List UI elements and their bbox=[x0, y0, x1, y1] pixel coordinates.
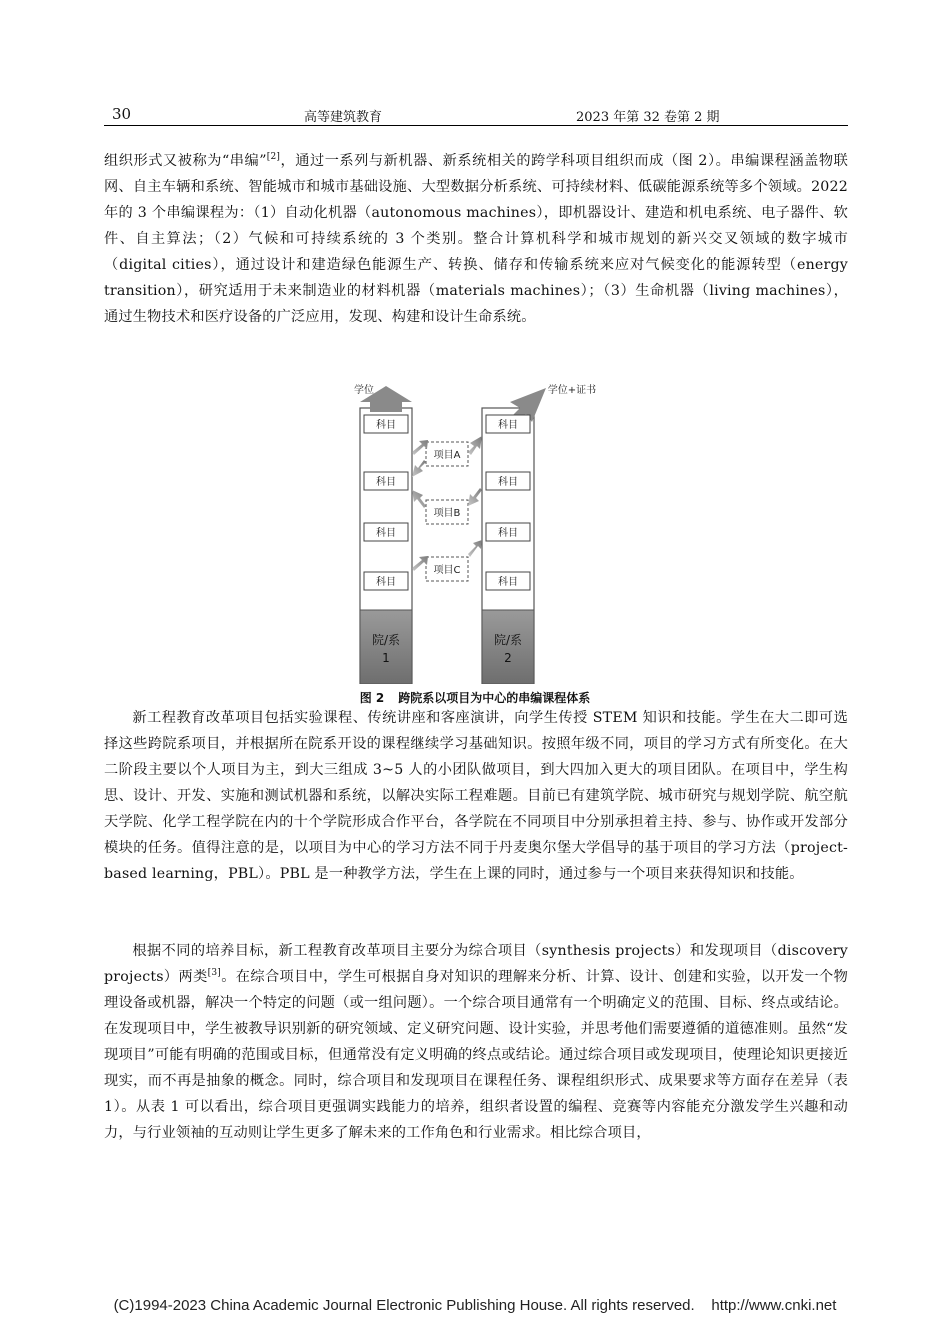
arrow-project-a-to-left-icon bbox=[412, 460, 426, 477]
subject-label-right-4: 科目 bbox=[498, 577, 518, 588]
citation-2[interactable]: [2] bbox=[266, 152, 281, 162]
para3-text-a: 根据不同的培养目标，新工程教育改革项目主要分为综合项目（synthesis projects）和发现项目（discovery projects）两类 bbox=[104, 943, 848, 985]
page-number: 30 bbox=[112, 105, 132, 123]
dept-1-number: 1 bbox=[382, 651, 390, 665]
project-c-label: 项目C bbox=[433, 565, 461, 576]
project-b-label: 项目B bbox=[433, 508, 461, 519]
subject-label-right-1: 科目 bbox=[498, 420, 518, 431]
caption-title: 跨院系以项目为中心的串编课程体系 bbox=[398, 691, 591, 705]
subject-label-right-3: 科目 bbox=[498, 528, 518, 539]
issue-info: 2023 年第 32 卷第 2 期 bbox=[576, 110, 720, 125]
degree-label: 学位 bbox=[354, 385, 374, 396]
caption-number: 图 2 bbox=[359, 691, 385, 705]
dept-2-label: 院/系 bbox=[493, 633, 523, 647]
figure-caption bbox=[0, 689, 950, 706]
dept-2-block bbox=[482, 610, 534, 684]
arrow-project-c-to-right-icon bbox=[468, 540, 482, 557]
paragraph-2 bbox=[104, 705, 848, 887]
subject-label-right-2: 科目 bbox=[498, 477, 518, 488]
running-header bbox=[104, 103, 848, 126]
project-a-label: 项目A bbox=[433, 450, 461, 461]
paragraph-3 bbox=[104, 938, 848, 1146]
subject-label-left-2: 科目 bbox=[376, 477, 396, 488]
journal-name: 高等建筑教育 bbox=[304, 110, 383, 125]
paragraph-1 bbox=[104, 148, 848, 330]
subject-label-left-1: 科目 bbox=[376, 420, 396, 431]
para3-text-b: 。在综合项目中，学生可根据自身对知识的理解来分析、计算、设计、创建和实验，以开发一个物理设备或机器，解决一个特定的问题（或一组问题）。一个综合项目通常有一个明确定义的范围、目标、终点或结论。在发现项目中，学生被教导识别新的研究领域、定义研究问题、设计实验，并思考他们需要遵循的道德准则。虽然“发现项目”可能有明确的范围或目标，但通常没有定义明确的终点或结论。通过综合项目或发现项目，使理论知识更接近现实，而不再是抽象的概念。同时，综合项目和发现项目在课程任务、课程组织形式、成果要求等方面存在差异（表 1）。从表 1 可以看出，综合项目更强调实践能力的培养，组织者设置的编程、竞赛等内容能充分激发学生兴趣和动力，与行业领袖的互动则让学生更多了解未来的工作角色和行业需求。相比综合项目， bbox=[104, 969, 848, 1141]
dept-1-label: 院/系 bbox=[371, 633, 401, 647]
arrow-project-b-to-left-icon bbox=[412, 490, 426, 508]
degree-cert-label: 学位+证书 bbox=[547, 385, 597, 396]
dept-1-block bbox=[360, 610, 412, 684]
para2-text: 新工程教育改革项目包括实验课程、传统讲座和客座演讲，向学生传授 STEM 知识和技能。学生在大二即可选择这些跨院系项目，并根据所在院系开设的课程继续学习基础知识。按照年级不同，项目的学习方式有所变化。在大二阶段主要以个人项目为主，到大三组成 3~5 人的小团队做项目，到大四加入更大的项目团队。在项目中，学生构思、设计、开发、实施和测试机器和系统，以解决实际工程难题。目前已有建筑学院、城市研究与规划学院、航空航天学院、化学工程学院在内的十个学院形成合作平台，各学院在不同项目中分别承担着主持、参与、协作或开发部分模块的任务。值得注意的是，以项目为中心的学习方法不同于丹麦奥尔堡大学倡导的基于项目的学习方法（project-based learning，PBL）。PBL 是一种教学方法，学生在上课的同时，通过参与一个项目来获得知识和技能。 bbox=[104, 710, 848, 882]
arrow-project-a-to-right-icon bbox=[468, 436, 482, 455]
arrow-right-to-project-b-icon bbox=[468, 488, 482, 506]
subject-label-left-4: 科目 bbox=[376, 577, 396, 588]
para1-text-a: 组织形式又被称为“串编” bbox=[104, 153, 267, 169]
figure-2-diagram bbox=[334, 382, 624, 684]
dept-2-number: 2 bbox=[504, 651, 512, 665]
para1-text-b: ，通过一系列与新机器、新系统相关的跨学科项目组织而成（图 2）。串编课程涵盖物联网、自主车辆和系统、智能城市和城市基础设施、大型数据分析系统、可持续材料、低碳能源系统等多个领域。2022 年的 3 个串编课程为：（1）自动化机器（autonomous machines），即机器设计、建造和机电系统、电子器件、软件、自主算法；（2）气候和可持续系统的 3 个类别。整合计算机科学和城市规划的新兴交叉领域的数字城市（digital cities），通过设计和建造绿色能源生产、转换、储存和传输系统来应对气候变化的能源转型（energy transition），研究适用于未来制造业的材料机器（materials machines）；（3）生命机器（living machines），通过生物技术和医疗设备的广泛应用，发现、构建和设计生命系统。 bbox=[104, 153, 848, 325]
subject-label-left-3: 科目 bbox=[376, 528, 396, 539]
copyright-footer: (C)1994-2023 China Academic Journal Electronic Publishing House. All rights reserved. http://www.cnki.net bbox=[113, 1297, 837, 1314]
citation-3[interactable]: [3] bbox=[207, 968, 222, 978]
